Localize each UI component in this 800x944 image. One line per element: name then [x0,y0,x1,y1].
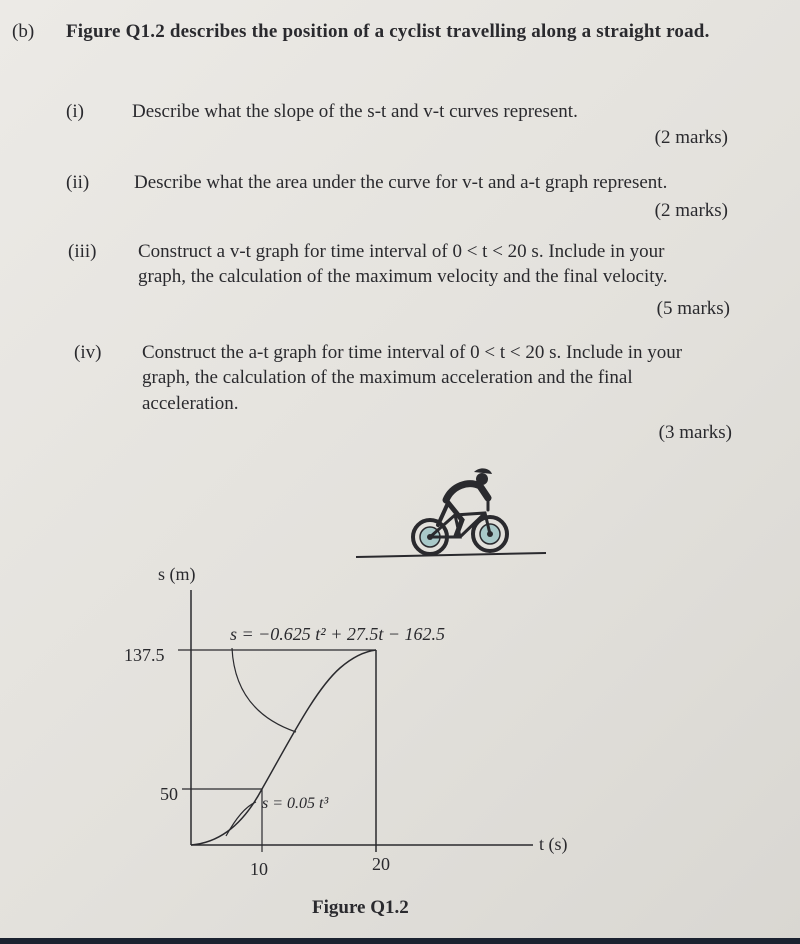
question-number: (ii) [66,172,90,193]
x-tick-label: 20 [372,854,390,874]
cyclist-icon [356,468,546,557]
page-edge [0,938,800,944]
question-text: Describe what the slope of the s-t and v-t curves represent. [132,101,578,122]
question-text: Describe what the area under the curve for v-t and a-t graph represent. [134,172,668,193]
question-text: Construct a v-t graph for time interval of 0 < t < 20 s. Include in your [138,241,665,262]
x-axis-label: t (s) [539,834,568,854]
equation-lower: s = 0.05 t³ [262,795,329,812]
y-tick-label: 137.5 [124,645,165,665]
marks-label: (3 marks) [658,422,732,443]
x-tick-label: 10 [250,859,268,879]
marks-label: (2 marks) [654,127,728,148]
cubic-curve [191,650,376,845]
figure-caption: Figure Q1.2 [312,897,409,918]
part-label: (b) [12,21,35,42]
y-tick-label: 50 [160,784,178,804]
equation-upper: s = −0.625 t² + 27.5t − 162.5 [230,624,445,644]
question-number: (iv) [74,342,102,363]
equation-leader-upper [232,648,296,732]
question-text: acceleration. [142,393,239,414]
part-intro: Figure Q1.2 describes the position of a cyclist travelling along a straight road. [66,21,710,42]
y-axis-label: s (m) [158,564,196,584]
question-number: (iii) [68,241,97,262]
question-text: graph, the calculation of the maximum velocity and the final velocity. [138,266,668,287]
question-text: Construct the a-t graph for time interval of 0 < t < 20 s. Include in your [142,342,683,363]
question-number: (i) [66,101,84,122]
question-text: graph, the calculation of the maximum acceleration and the final [142,367,633,388]
marks-label: (2 marks) [654,200,728,221]
marks-label: (5 marks) [656,298,730,319]
